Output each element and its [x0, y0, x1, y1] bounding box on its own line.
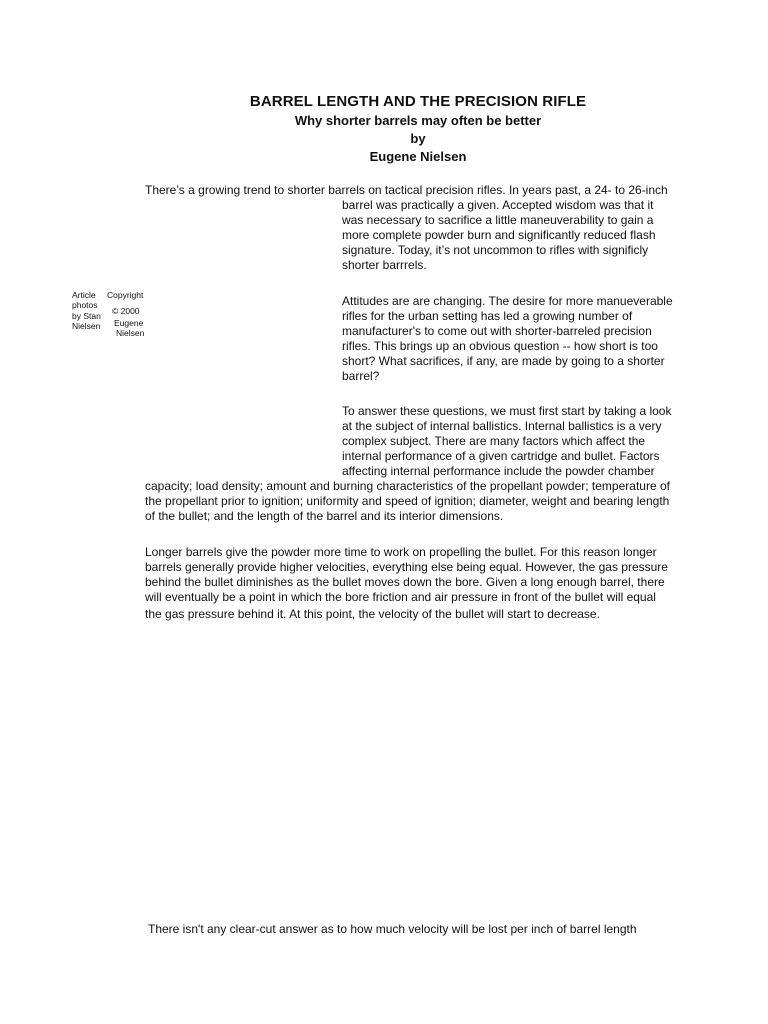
text-line: barrel? — [342, 369, 380, 383]
text-line: There’s a growing trend to shorter barrels on tactical precision rifles. In years past, a 24- to 26-inch — [145, 183, 668, 197]
text-line: manufacturer's to come out with shorter-barreled precision — [342, 324, 652, 338]
text-line: will eventually be a point in which the bore friction and air pressure in front of the bullet will equal — [145, 590, 656, 604]
photo-credit-line: photos — [72, 300, 98, 310]
text-line: Attitudes are are changing. The desire for more manueverable — [342, 294, 673, 308]
article-title: BARREL LENGTH AND THE PRECISION RIFLE — [249, 93, 587, 110]
author-name: Eugene Nielsen — [369, 149, 467, 164]
article-subtitle: Why shorter barrels may often be better — [294, 113, 542, 128]
text-line: barrels generally provide higher velocities, everything else being equal. However, the gas pressure — [145, 560, 668, 574]
text-line: barrel was practically a given. Accepted wisdom was that it — [342, 198, 654, 212]
text-line: of the bullet; and the length of the barrel and its interior dimensions. — [145, 509, 504, 523]
text-line: capacity; load density; amount and burning characteristics of the propellant powder; temperature of — [145, 479, 670, 493]
text-line: behind the bullet diminishes as the bullet moves down the bore. Given a long enough barrel, there — [145, 575, 665, 589]
copyright-line: Nielsen — [116, 328, 145, 338]
text-line: the gas pressure behind it. At this point, the velocity of the bullet will start to decrease. — [145, 607, 600, 621]
copyright-line: © 2000 — [112, 306, 140, 316]
text-line: more complete powder burn and significantly reduced flash — [342, 228, 656, 242]
text-line: internal performance of a given cartridge and bullet. Factors — [342, 449, 660, 463]
text-line: complex subject. There are many factors which affect the — [342, 434, 646, 448]
text-line: affecting internal performance include the powder chamber — [342, 464, 655, 478]
photo-credit-line: Article — [72, 290, 96, 300]
text-line: rifles. This brings up an obvious question -- how short is too — [342, 339, 658, 353]
byline-by: by — [410, 131, 426, 146]
text-line: was necessary to sacrifice a little maneuverability to gain a — [342, 213, 654, 227]
text-line: shorter barrrels. — [342, 258, 427, 272]
text-line: Longer barrels give the powder more time to work on propelling the bullet. For this reason longer — [145, 545, 657, 559]
photo-credit-line: by Stan — [72, 311, 101, 321]
text-line: signature. Today, it’s not uncommon to rifles with significly — [342, 243, 649, 257]
copyright-line: Copyright — [107, 290, 144, 300]
text-line: To answer these questions, we must first start by taking a look — [342, 404, 672, 418]
text-line: short? What sacrifices, if any, are made by going to a shorter — [342, 354, 665, 368]
text-line: rifles for the urban setting has led a growing number of — [342, 309, 633, 323]
photo-credit-line: Nielsen — [72, 321, 101, 331]
text-line: There isn't any clear-cut answer as to how much velocity will be lost per inch of barrel length — [148, 922, 637, 936]
text-line: at the subject of internal ballistics. Internal ballistics is a very — [342, 419, 662, 433]
copyright-line: Eugene — [114, 318, 144, 328]
text-line: the propellant prior to ignition; uniformity and speed of ignition; diameter, weight and bearing length — [145, 494, 670, 508]
